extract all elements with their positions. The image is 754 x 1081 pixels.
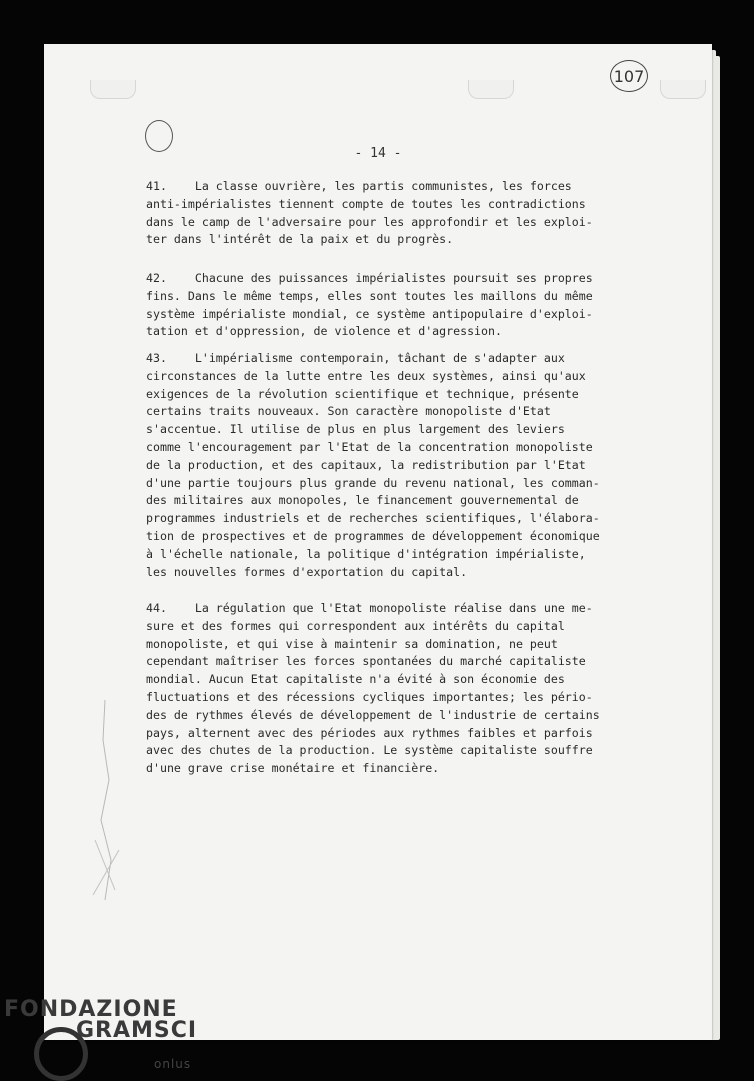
text-line: d'une grave crise monétaire et financière. <box>146 761 440 776</box>
paragraph-circle-mark <box>145 120 173 152</box>
text-line: certains traits nouveaux. Son caractère monopoliste d'Etat <box>146 404 551 419</box>
logo-ring-icon <box>34 1027 88 1081</box>
text-line: les nouvelles formes d'exportation du capital. <box>146 564 468 579</box>
text-line: d'une partie toujours plus grande du revenu national, les comman- <box>146 475 600 490</box>
logo-line-2: GRAMSCI <box>76 1018 198 1043</box>
logo-suffix: onlus <box>154 1057 192 1071</box>
text-line: comme l'encouragement par l'Etat de la concentration monopoliste <box>146 439 593 454</box>
text-line: mondial. Aucun Etat capitaliste n'a évité à son économie des <box>146 672 565 687</box>
text-line: sure et des formes qui correspondent aux intérêts du capital <box>146 618 565 633</box>
text-line: pays, alternent avec des périodes aux rythmes faibles et parfois <box>146 725 593 740</box>
text-line: tion de prospectives et de programmes de développement économique <box>146 528 600 543</box>
text-line: 42. Chacune des puissances impérialistes poursuit ses propres <box>146 271 593 285</box>
punch-hole <box>660 80 706 99</box>
text-line: anti-impérialistes tiennent compte de toutes les contradictions <box>146 196 586 211</box>
text-line: 41. La classe ouvrière, les partis communistes, les forces <box>146 179 572 193</box>
text-line: 43. L'impérialisme contemporain, tâchant de s'adapter aux <box>146 351 565 365</box>
text-line: ter dans l'intérêt de la paix et du progrès. <box>146 232 454 247</box>
page-number: - 14 - <box>354 146 402 161</box>
paragraph-43 <box>146 350 636 581</box>
text-line: avec des chutes de la production. Le système capitaliste souffre <box>146 743 593 758</box>
punch-hole <box>90 80 136 99</box>
text-line: s'accentue. Il utilise de plus en plus largement des leviers <box>146 422 565 437</box>
text-line: cependant maîtriser les forces spontanées du marché capitaliste <box>146 654 586 669</box>
text-line: fins. Dans le même temps, elles sont toutes les maillons du même <box>146 288 593 303</box>
text-line: programmes industriels et de recherches scientifiques, l'élabora- <box>146 511 600 526</box>
text-line: des militaires aux monopoles, le financement gouvernemental de <box>146 493 579 508</box>
text-line: des de rythmes élevés de développement de l'industrie de certains <box>146 707 600 722</box>
paragraph-44 <box>146 600 636 778</box>
watermark-logo <box>4 997 198 1071</box>
paragraph-42 <box>146 270 636 341</box>
text-line: à l'échelle nationale, la politique d'intégration impérialiste, <box>146 546 586 561</box>
logo-line-1: FONDAZIONE <box>4 997 178 1022</box>
text-line: dans le camp de l'adversaire pour les approfondir et les exploi- <box>146 214 593 229</box>
text-line: circonstances de la lutte entre les deux systèmes, ainsi qu'aux <box>146 368 586 383</box>
paragraph-41 <box>146 178 636 249</box>
text-line: système impérialiste mondial, ce système antipopulaire d'exploi- <box>146 306 593 321</box>
text-line: de la production, et des capitaux, la redistribution par l'Etat <box>146 457 586 472</box>
text-line: monopoliste, et qui vise à maintenir sa domination, ne peut <box>146 636 558 651</box>
text-line: 44. La régulation que l'Etat monopoliste réalise dans une me- <box>146 601 593 615</box>
punch-hole <box>468 80 514 99</box>
text-line: fluctuations et des récessions cycliques importantes; les pério- <box>146 689 593 704</box>
pencil-scribble <box>75 700 125 900</box>
text-line: exigences de la révolution scientifique et technique, présente <box>146 386 579 401</box>
archive-number: 107 <box>610 60 648 92</box>
text-line: tation et d'oppression, de violence et d'agression. <box>146 324 502 339</box>
